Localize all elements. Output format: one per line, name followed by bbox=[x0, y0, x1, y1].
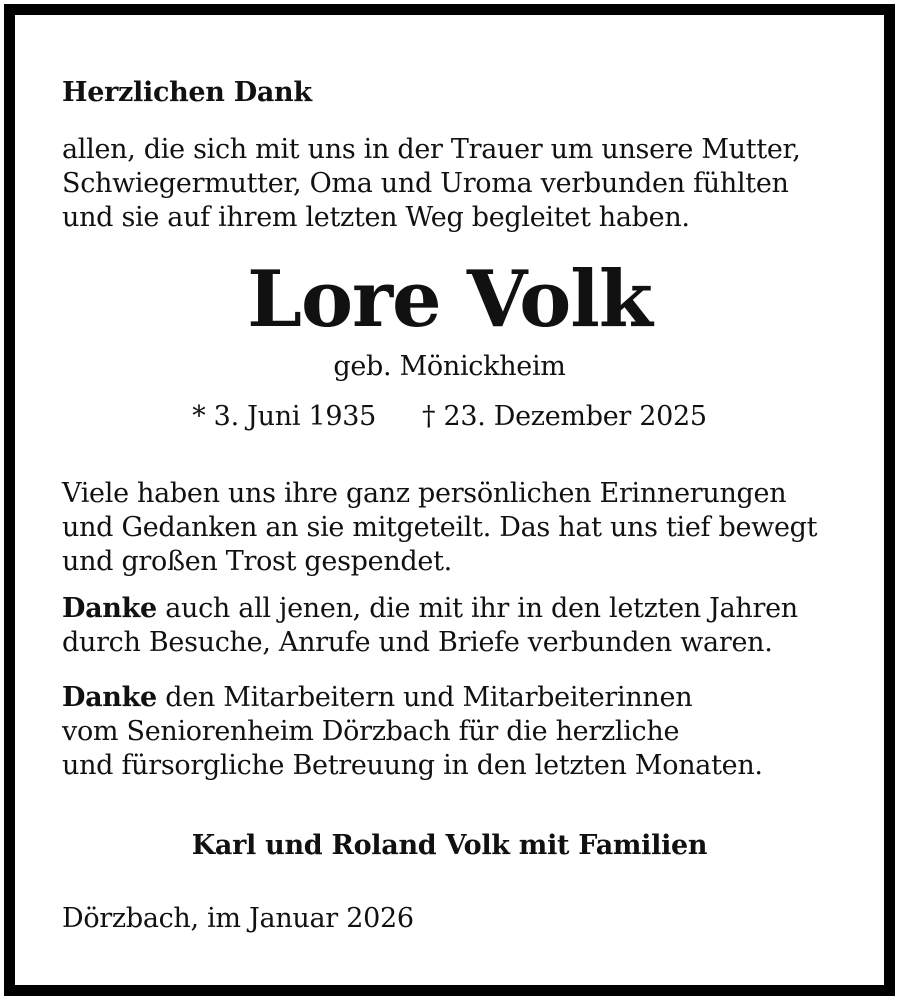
paragraph-line: den Mitarbeitern und Mitarbeiterinnen bbox=[156, 682, 693, 713]
intro-line: und sie auf ihrem letzten Weg begleitet haben. bbox=[62, 202, 690, 233]
intro-line: allen, die sich mit uns in der Trauer um unsere Mutter, bbox=[62, 134, 801, 165]
paragraph-thanks-staff bbox=[62, 681, 763, 783]
paragraph-line: Viele haben uns ihre ganz persönlichen Erinnerungen bbox=[62, 478, 787, 509]
deceased-name: Lore Volk bbox=[247, 254, 652, 345]
heading: Herzlichen Dank bbox=[62, 77, 312, 108]
life-dates bbox=[0, 400, 899, 434]
paragraph-line: und großen Trost gespendet. bbox=[62, 546, 452, 577]
thanks-bold: Danke bbox=[62, 682, 157, 713]
death-date: † 23. Dezember 2025 bbox=[421, 401, 707, 432]
paragraph-memories bbox=[62, 477, 817, 579]
paragraph-line: und Gedanken an sie mitgeteilt. Das hat uns tief bewegt bbox=[62, 512, 818, 543]
signature: Karl und Roland Volk mit Familien bbox=[191, 830, 708, 861]
paragraph-line: auch all jenen, die mit ihr in den letzten Jahren bbox=[156, 593, 798, 624]
intro-text bbox=[62, 133, 800, 235]
maiden-name: geb. Mönickheim bbox=[333, 351, 566, 382]
place-date: Dörzbach, im Januar 2026 bbox=[62, 903, 414, 934]
paragraph-line: vom Seniorenheim Dörzbach für die herzliche bbox=[62, 716, 680, 747]
paragraph-thanks-visits bbox=[62, 592, 798, 660]
paragraph-line: und fürsorgliche Betreuung in den letzten Monaten. bbox=[62, 750, 763, 781]
intro-line: Schwiegermutter, Oma und Uroma verbunden fühlten bbox=[62, 168, 789, 199]
paragraph-line: durch Besuche, Anrufe und Briefe verbunden waren. bbox=[62, 627, 773, 658]
thanks-bold: Danke bbox=[62, 593, 157, 624]
birth-date: * 3. Juni 1935 bbox=[192, 401, 376, 432]
